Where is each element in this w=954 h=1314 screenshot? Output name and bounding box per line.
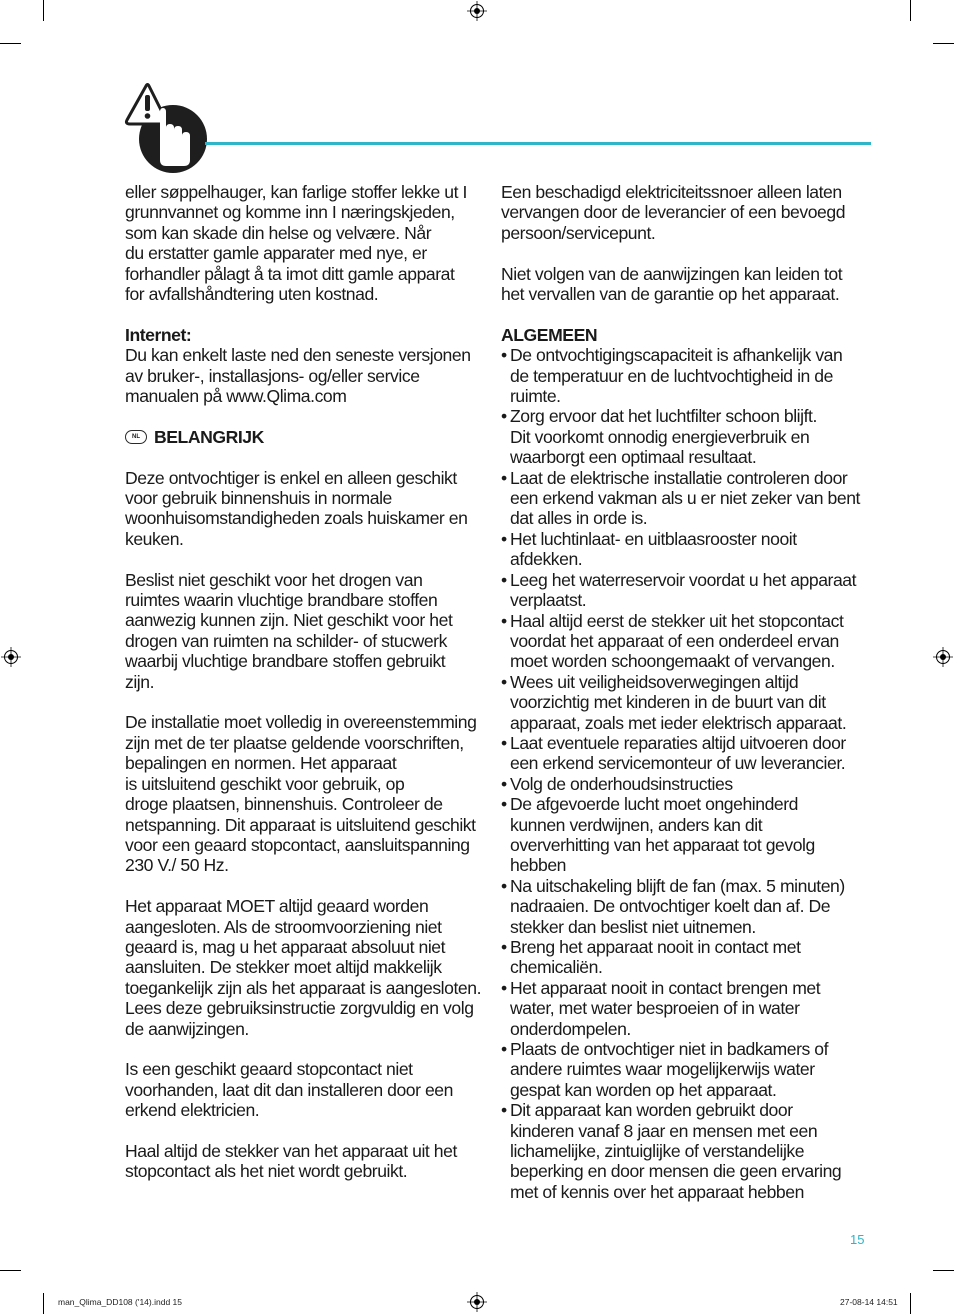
page-number: 15 (850, 1232, 865, 1247)
belangrijk-heading-row (125, 427, 497, 447)
internet-heading: Internet: (125, 324, 192, 345)
paragraph: Haal altijd de stekker van het apparaat uit het stopcontact als het niet wordt gebruikt. (125, 1140, 457, 1182)
paragraph: De installatie moet volledig in overeenstemming zijn met de ter plaatse geldende voorschriften, bepalingen en normen. Het apparaat is uitsluitend geschikt voor gebruik, op droge plaatsen, binnenshuis. Controleer de netspanning. Dit apparaat is uitsluitend geschikt voor een geaard stopcontact, aansluitspanning 230 V./ 50 Hz. (125, 712, 477, 876)
list-item: • Plaats de ontvochtiger niet in badkamers of andere ruimtes waar mogelijkerwijs water gespat kan worden op het apparaat. (501, 1039, 873, 1100)
registration-mark-icon (933, 647, 953, 667)
crop-mark (910, 0, 911, 21)
algemeen-heading: ALGEMEEN (501, 324, 598, 345)
right-column (501, 182, 873, 1202)
list-item: • Het apparaat nooit in contact brengen met water, met water besproeien of in water onderdompelen. (501, 978, 873, 1039)
list-item: • Laat eventuele reparaties altijd uitvoeren door een erkend servicemonteur of uw leverancier. (501, 733, 873, 774)
file-slug: man_Qlima_DD108 ('14).indd 15 (58, 1297, 182, 1307)
belangrijk-heading: BELANGRIJK (154, 426, 264, 447)
paragraph: Niet volgen van de aanwijzingen kan leiden tot het vervallen van de garantie op het apparaat. (501, 263, 843, 305)
warning-hand-icon (124, 82, 210, 176)
list-item: • Dit apparaat kan worden gebruikt door kinderen vanaf 8 jaar en mensen met een lichamelijke, zintuiglijke of verstandelijke beperking en door mensen die geen ervaring met of kennis over het apparaat hebben (501, 1100, 873, 1202)
list-item: • Zorg ervoor dat het luchtfilter schoon blijft. Dit voorkomt onnodig energieverbruik en waarborgt een optimaal resultaat. (501, 406, 873, 467)
algemeen-list (501, 345, 873, 1202)
list-item: • Haal altijd eerst de stekker uit het stopcontact voordat het apparaat of een onderdeel ervan moet worden schoongemaakt of vervangen. (501, 611, 873, 672)
list-item: • Volg de onderhoudsinstructies (501, 774, 873, 794)
paragraph: Een beschadigd elektriciteitssnoer alleen laten vervangen door de leverancier of een bevoegd persoon/servicepunt. (501, 182, 846, 243)
intro-paragraph: eller søppelhauger, kan farlige stoffer lekke ut I grunnvannet og komme inn I næringskjeden, som kan skade din helse og velvære. Når du erstatter gamle apparater med nye, er forhandler pålagt å ta imot ditt gamle apparat for avfallshåndtering uten kostnad. (125, 182, 467, 305)
language-badge: NL (125, 430, 147, 444)
list-item: • Het luchtinlaat- en uitblaasrooster nooit afdekken. (501, 529, 873, 570)
crop-mark (933, 1270, 954, 1271)
crop-mark (43, 0, 44, 21)
crop-mark (0, 1270, 21, 1271)
list-item: • De ontvochtigingscapaciteit is afhankelijk van de temperatuur en de luchtvochtigheid in de ruimte. (501, 345, 873, 406)
registration-mark-icon (467, 1, 487, 21)
list-item: • Leeg het waterreservoir voordat u het apparaat verplaatst. (501, 570, 873, 611)
crop-mark (933, 43, 954, 44)
paragraph: Deze ontvochtiger is enkel en alleen geschikt voor gebruik binnenshuis in normale woonhuisomstandigheden zoals huiskamer en keuken. (125, 467, 468, 549)
paragraph: Is een geschikt geaard stopcontact niet voorhanden, laat dit dan installeren door een erkend elektricien. (125, 1059, 453, 1121)
crop-mark (0, 43, 21, 44)
left-column (125, 182, 497, 1202)
list-item: • Breng het apparaat nooit in contact met chemicaliën. (501, 937, 873, 978)
crop-mark (43, 1293, 44, 1314)
registration-mark-icon (1, 647, 21, 667)
date-slug: 27-08-14 14:51 (840, 1297, 898, 1307)
list-item: • De afgevoerde lucht moet ongehinderd kunnen verdwijnen, anders kan dit oververhitting van het apparaat tot gevolg hebben (501, 794, 873, 876)
section-header-line (205, 142, 871, 145)
registration-mark-icon (467, 1292, 487, 1312)
list-item: • Laat de elektrische installatie controleren door een erkend vakman als u er niet zeker van bent dat alles in orde is. (501, 468, 873, 529)
paragraph: Beslist niet geschikt voor het drogen van ruimtes waarin vluchtige brandbare stoffen aanwezig kunnen zijn. Niet geschikt voor het drogen van ruimten na schilder- of stucwerk waarbij vluchtige brandbare stoffen gebruikt zijn. (125, 569, 453, 692)
list-item: • Wees uit veiligheidsoverwegingen altijd voorzichtig met kinderen in de buurt van dit apparaat, zoals met ieder elektrisch apparaat. (501, 672, 873, 733)
paragraph: Het apparaat MOET altijd geaard worden aangesloten. Als de stroomvoorziening niet geaard is, mag u het apparaat absoluut niet aansluiten. De stekker moet altijd makkelijk toegankelijk zijn als het apparaat is aangesloten. Lees deze gebruiksinstructie zorgvuldig en volg de aanwijzingen. (125, 896, 482, 1039)
internet-text: Du kan enkelt laste ned den seneste versjonen av bruker-, installasjons- og/eller service manualen på www.Qlima.com (125, 345, 471, 407)
list-item: • Na uitschakeling blijft de fan (max. 5 minuten) nadraaien. De ontvochtiger koelt dan af. De stekker dan beslist niet uitnemen. (501, 876, 873, 937)
crop-mark (910, 1293, 911, 1314)
